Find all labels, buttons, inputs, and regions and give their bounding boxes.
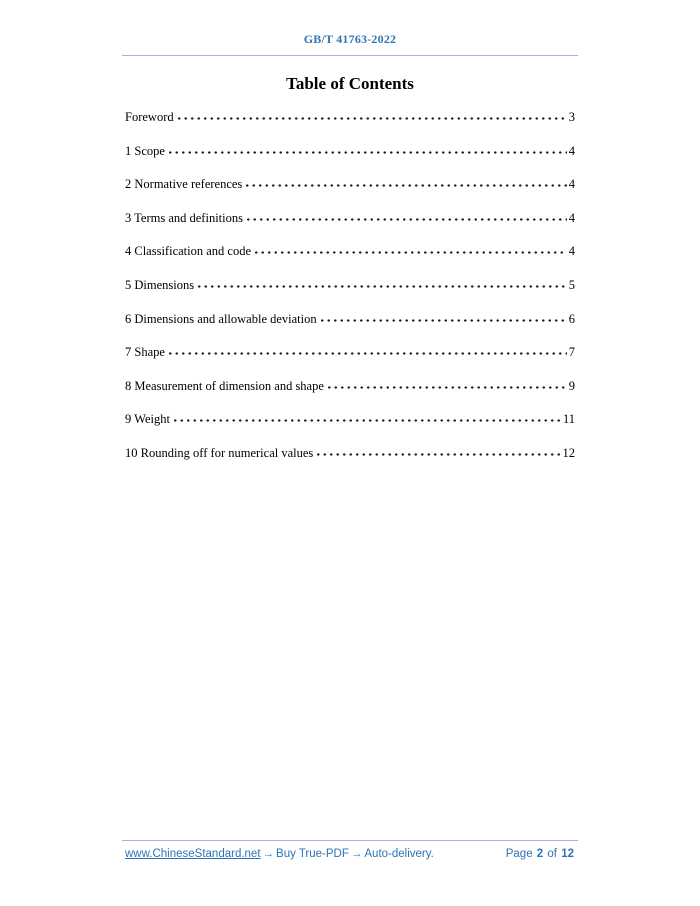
toc-dot-leader	[245, 217, 567, 222]
toc-entry-normative-references[interactable]	[125, 175, 575, 209]
toc-entry-label: 5 Dimensions	[125, 277, 195, 292]
toc-entry-page: 6	[568, 311, 575, 326]
toc-entry-dimensions[interactable]	[125, 276, 575, 310]
toc-entry-page: 4	[568, 143, 575, 158]
toc-dot-leader	[326, 385, 567, 390]
toc-entry-label: 6 Dimensions and allowable deviation	[125, 311, 317, 326]
toc-dot-leader	[253, 250, 567, 255]
arrow-right-icon: →	[350, 848, 363, 860]
toc-entry-page: 4	[568, 210, 575, 225]
toc-entry-label: 7 Shape	[125, 345, 165, 360]
toc-dot-leader	[244, 183, 566, 188]
table-of-contents	[125, 108, 575, 478]
footer-divider	[122, 840, 578, 841]
toc-entry-label: 4 Classification and code	[125, 244, 252, 259]
toc-dot-leader	[167, 150, 567, 155]
toc-entry-rounding-off[interactable]	[125, 444, 575, 478]
header-divider	[122, 55, 578, 56]
toc-entry-scope[interactable]	[125, 142, 575, 176]
toc-entry-label: 9 Weight	[125, 412, 170, 427]
total-page-number: 12	[561, 848, 574, 860]
footer-site-link[interactable]: www.ChineseStandard.net	[125, 848, 261, 860]
toc-dot-leader	[315, 452, 560, 457]
toc-entry-label: 2 Normative references	[125, 177, 243, 192]
toc-entry-dimensions-deviation[interactable]	[125, 310, 575, 344]
toc-entry-label: 8 Measurement of dimension and shape	[125, 378, 324, 393]
toc-entry-label: 10 Rounding off for numerical values	[125, 445, 314, 460]
toc-dot-leader	[176, 116, 567, 121]
toc-entry-weight[interactable]	[125, 410, 575, 444]
toc-entry-page: 4	[568, 244, 575, 259]
toc-entry-foreword[interactable]	[125, 108, 575, 142]
current-page-number: 2	[536, 848, 544, 860]
toc-entry-page: 4	[568, 177, 575, 192]
toc-entry-label: 3 Terms and definitions	[125, 210, 243, 225]
toc-dot-leader	[167, 351, 567, 356]
toc-entry-terms-definitions[interactable]	[125, 209, 575, 243]
page-title: Table of Contents	[286, 74, 414, 93]
toc-entry-page: 5	[568, 277, 575, 292]
document-number: GB/T 41763-2022	[303, 32, 397, 46]
toc-dot-leader	[196, 284, 567, 289]
toc-entry-measurement[interactable]	[125, 377, 575, 411]
toc-entry-shape[interactable]	[125, 343, 575, 377]
toc-dot-leader	[319, 318, 567, 323]
page-header	[122, 30, 578, 48]
arrow-right-icon: →	[262, 848, 275, 860]
footer-buy-label: Buy True-PDF	[276, 848, 349, 860]
toc-entry-page: 11	[562, 412, 575, 427]
toc-entry-page: 3	[568, 110, 575, 124]
toc-entry-page: 12	[562, 445, 575, 460]
page-word-label: Page	[505, 848, 533, 860]
toc-entry-page: 7	[568, 345, 575, 360]
page-footer	[125, 848, 575, 860]
toc-entry-label: Foreword	[125, 110, 174, 124]
footer-promo	[125, 848, 434, 860]
page-indicator	[506, 848, 575, 860]
toc-dot-leader	[172, 418, 561, 423]
of-word-label: of	[547, 848, 557, 860]
toc-entry-classification-code[interactable]	[125, 242, 575, 276]
toc-entry-page: 9	[568, 378, 575, 393]
footer-delivery-label: Auto-delivery.	[364, 848, 434, 860]
toc-entry-label: 1 Scope	[125, 143, 165, 158]
